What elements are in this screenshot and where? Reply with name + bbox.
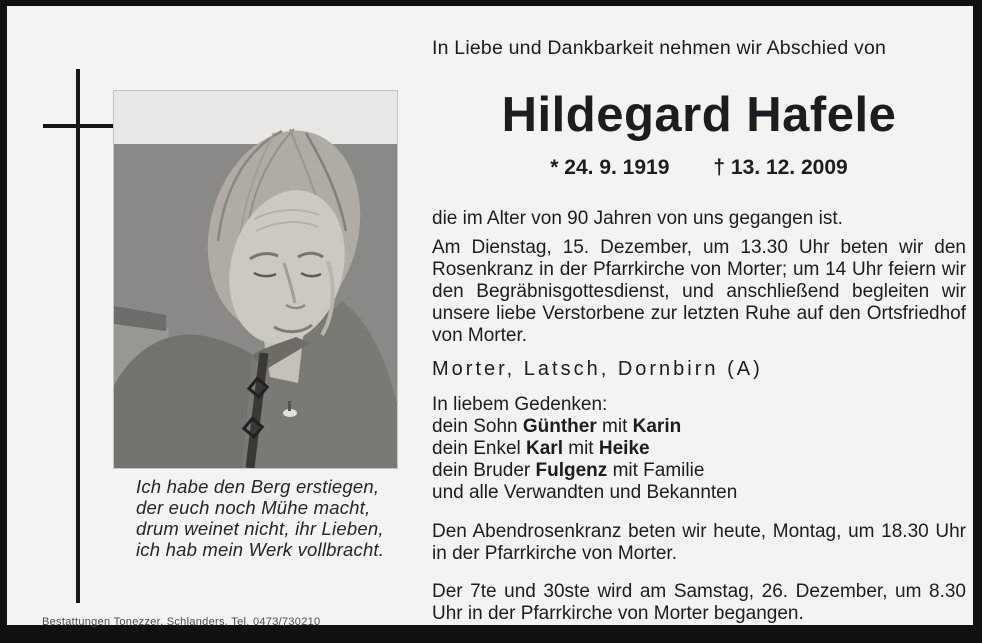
mourner-text: mit [562,438,599,459]
mourner-name: Fulgenz [535,460,608,481]
mourner-text: und alle Verwandten und Bekannten [432,482,738,503]
mourner-text: mit Familie [607,460,705,481]
memorial-verse [136,476,384,560]
verse-line: Ich habe den Berg erstiegen, [136,476,380,497]
funeral-paragraph: Am Dienstag, 15. Dezember, um 13.30 Uhr beten wir den Rosenkranz in der Pfarrkirche von Morter; um 14 Uhr feiern wir den Begräbnisgottesdienst, und anschließend begleiten wir unsere liebe Verstorbene zur letzten Ruhe auf den Ortsfriedhof von Morter. [432,237,966,346]
mourner-text: dein Enkel [432,438,527,459]
death-date: † 13. 12. 2009 [713,156,848,179]
mourner-name: Günther [522,416,597,437]
mourner-text: mit [596,416,633,437]
cross-icon-horizontal-bar [43,124,113,128]
age-line: die im Alter von 90 Jahren von uns gegangen ist. [432,208,843,229]
evening-rosary-paragraph: Den Abendrosenkranz beten wir heute, Montag, um 18.30 Uhr in der Pfarrkirche von Morter. [432,521,966,564]
verse-line: ich hab mein Werk vollbracht. [136,539,385,560]
mourner-line [432,482,966,504]
mourner-name: Karl [526,438,563,459]
places-line: Morter, Latsch, Dornbirn (A) [432,358,763,380]
announcement-column [432,37,966,625]
portrait-photo [114,91,397,468]
mourner-text: dein Sohn [432,416,523,437]
life-dates [432,157,966,181]
verse-line: der euch noch Mühe macht, [136,497,371,518]
mourner-name: Heike [598,438,650,459]
mourners-list [432,416,966,504]
mourner-text: dein Bruder [432,460,536,481]
mourner-line [432,416,966,438]
deceased-name: Hildegard Hafele [501,88,897,142]
paper-background [7,6,973,628]
mourner-line [432,438,966,460]
verse-line: drum weinet nicht, ihr Lieben, [136,518,384,539]
mourner-line [432,460,966,482]
mourner-name: Karin [632,416,682,437]
funeral-home-credit: Bestattungen Tonezzer, Schlanders, Tel. 0473/730210 [42,616,321,628]
intro-line: In Liebe und Dankbarkeit nehmen wir Abschied von [432,37,887,59]
remembrance-heading: In liebem Gedenken: [432,394,608,415]
seventh-thirtieth-paragraph: Der 7te und 30ste wird am Samstag, 26. Dezember, um 8.30 Uhr in der Pfarrkirche von Morter begangen. [432,581,966,624]
birth-date: * 24. 9. 1919 [550,156,670,179]
cross-icon-vertical-bar [76,69,80,603]
